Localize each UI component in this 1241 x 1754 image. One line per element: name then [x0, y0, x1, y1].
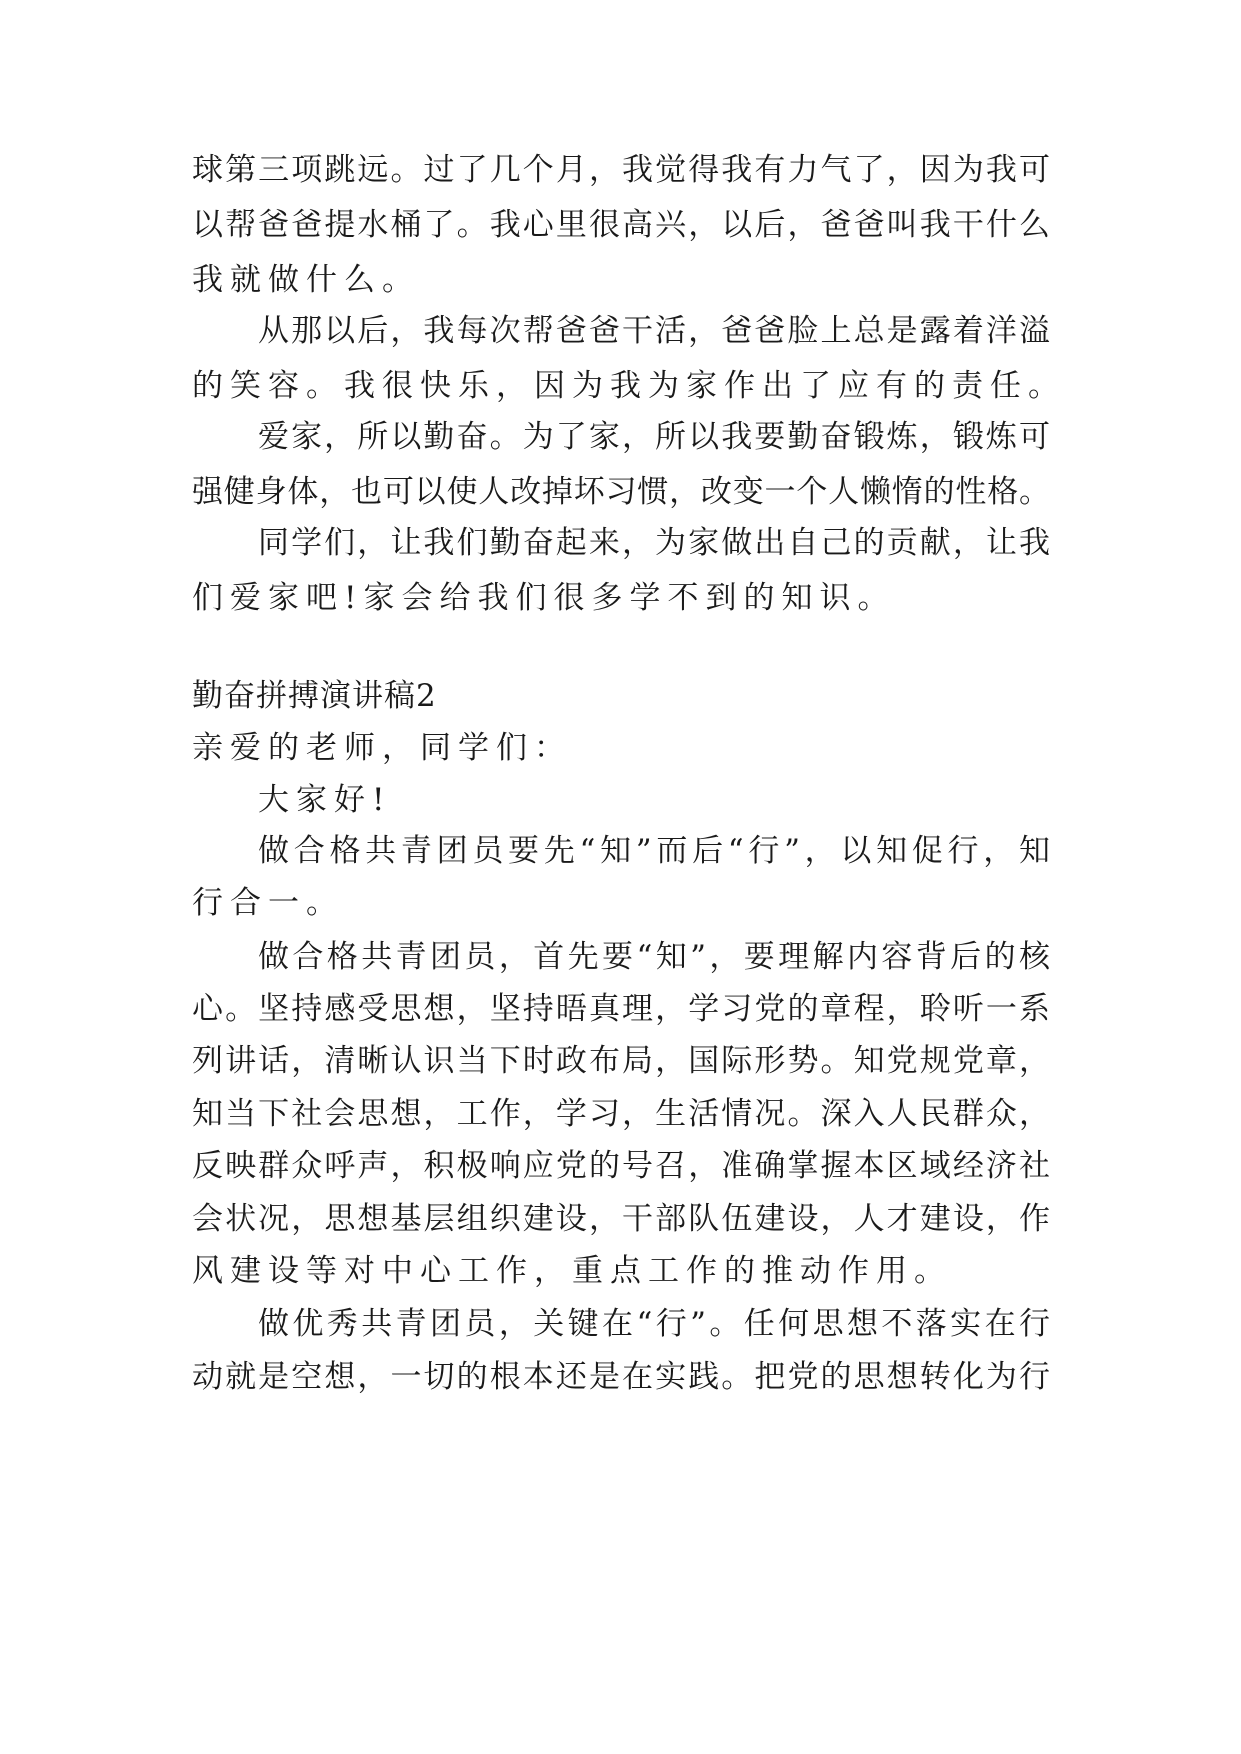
paragraph-line: 从那以后，我每次帮爸爸干活，爸爸脸上总是露着洋溢 [258, 313, 1050, 349]
section-title: 勤奋拼搏演讲稿2 [192, 678, 437, 714]
greeting: 大家好! [258, 782, 392, 818]
paragraph-line: 的笑容。我很快乐，因为我为家作出了应有的责任。 [192, 368, 1066, 404]
paragraph-line: 做合格共青团员要先“知”而后“行”，以知促行，知 [258, 833, 1050, 869]
paragraph-line: 心。坚持感受思想，坚持晤真理，学习党的章程，聆听一系 [192, 991, 1050, 1027]
paragraph-line: 反映群众呼声，积极响应党的号召，准确掌握本区域经济社 [192, 1148, 1050, 1184]
paragraph-line: 会状况，思想基层组织建设，干部队伍建设，人才建设，作 [192, 1201, 1050, 1237]
paragraph-line: 爱家，所以勤奋。为了家，所以我要勤奋锻炼，锻炼可 [258, 419, 1050, 455]
paragraph-line: 球第三项跳远。过了几个月，我觉得我有力气了，因为我可 [192, 152, 1050, 188]
paragraph-line: 行合一。 [192, 885, 344, 921]
paragraph-line: 做优秀共青团员，关键在“行”。任何思想不落实在行 [258, 1306, 1050, 1342]
paragraph-line: 我就做什么。 [192, 262, 420, 298]
paragraph-line: 做合格共青团员，首先要“知”，要理解内容背后的核 [258, 939, 1050, 975]
paragraph-line: 动就是空想，一切的根本还是在实践。把党的思想转化为行 [192, 1359, 1050, 1395]
paragraph-line: 强健身体，也可以使人改掉坏习惯，改变一个人懒惰的性格。 [192, 474, 1050, 510]
paragraph-line: 列讲话，清晰认识当下时政布局，国际形势。知党规党章， [192, 1043, 1050, 1079]
paragraph-line: 以帮爸爸提水桶了。我心里很高兴，以后，爸爸叫我干什么 [192, 207, 1050, 243]
salutation: 亲爱的老师，同学们： [192, 730, 572, 766]
paragraph-line: 同学们，让我们勤奋起来，为家做出自己的贡献，让我 [258, 525, 1050, 561]
paragraph-line: 知当下社会思想，工作，学习，生活情况。深入人民群众， [192, 1096, 1050, 1132]
paragraph-line: 们爱家吧!家会给我们很多学不到的知识。 [192, 580, 896, 616]
paragraph-line: 风建设等对中心工作，重点工作的推动作用。 [192, 1253, 952, 1289]
document-page [192, 0, 1066, 1754]
